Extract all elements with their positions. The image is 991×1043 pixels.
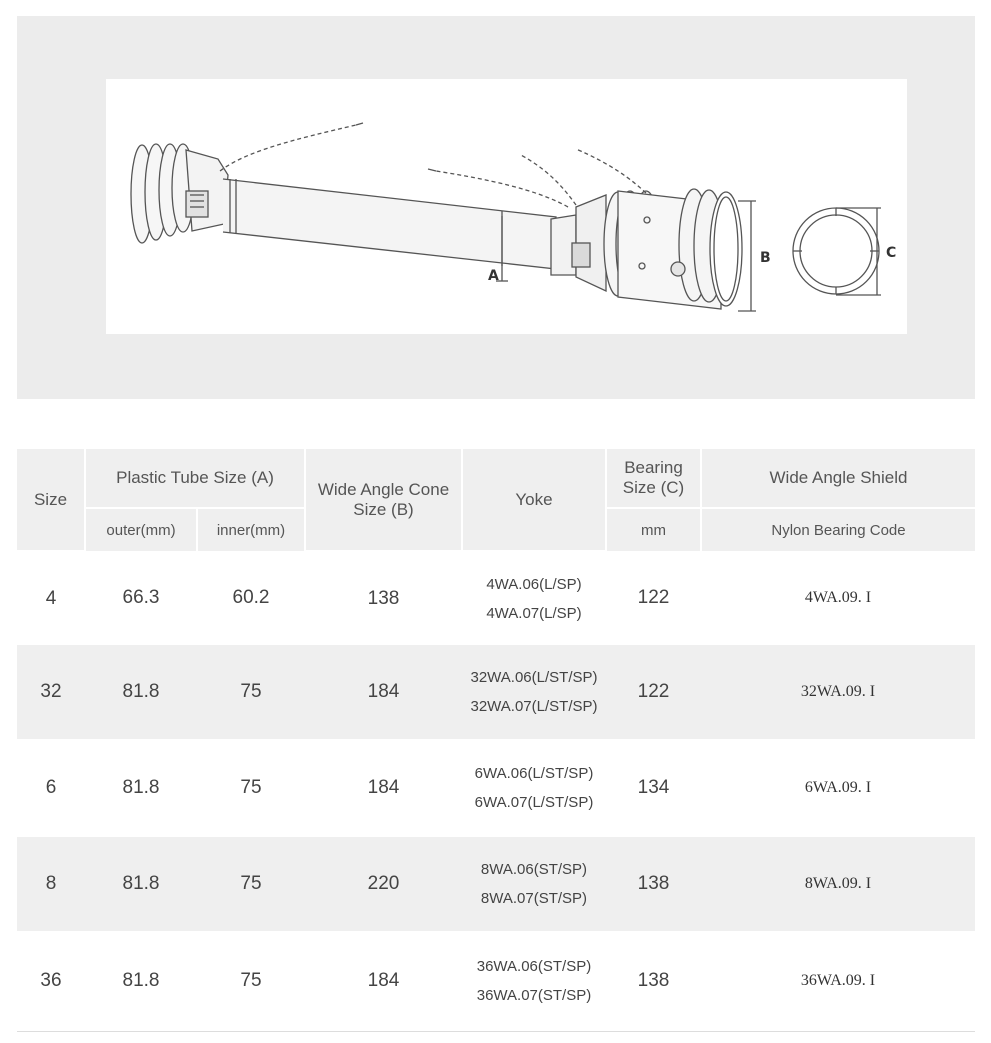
cell-code: 36WA.09. I bbox=[701, 931, 975, 1031]
table-row bbox=[17, 645, 975, 739]
label-a: A bbox=[488, 268, 499, 284]
right-wide-angle-cone bbox=[551, 189, 742, 309]
cell-cone: 184 bbox=[305, 739, 462, 837]
shaft-guard-drawing bbox=[106, 79, 907, 334]
bearing-ring bbox=[793, 208, 881, 295]
cell-yoke bbox=[462, 931, 606, 1031]
yoke-line: 8WA.06(ST/SP) bbox=[480, 861, 588, 878]
yoke-line: 4WA.06(L/SP) bbox=[486, 575, 582, 593]
cell-size: 8 bbox=[17, 837, 85, 931]
header-inner: inner(mm) bbox=[197, 508, 305, 551]
cell-cone: 220 bbox=[305, 837, 462, 931]
cell-size: 36 bbox=[17, 931, 85, 1031]
left-bellows-cone bbox=[131, 144, 228, 243]
spec-table bbox=[17, 449, 975, 1032]
cell-bearing: 122 bbox=[606, 551, 701, 645]
cell-code: 32WA.09. I bbox=[701, 645, 975, 739]
cell-code: 8WA.09. I bbox=[701, 837, 975, 931]
cell-inner: 75 bbox=[197, 645, 305, 739]
yoke-line: 32WA.07(L/ST/SP) bbox=[470, 698, 598, 715]
cell-cone: 138 bbox=[305, 551, 462, 645]
cell-code: 4WA.09. I bbox=[701, 551, 975, 645]
yoke-line: 6WA.07(L/ST/SP) bbox=[474, 794, 594, 811]
header-cone-size: Wide Angle Cone Size (B) bbox=[305, 449, 462, 551]
cell-cone: 184 bbox=[305, 645, 462, 739]
yoke-line: 6WA.06(L/ST/SP) bbox=[474, 765, 594, 782]
header-bearing-size: Bearing Size (C) bbox=[606, 449, 701, 508]
cell-bearing: 122 bbox=[606, 645, 701, 739]
cell-outer: 81.8 bbox=[85, 931, 197, 1031]
yoke-line: 4WA.07(L/SP) bbox=[486, 604, 582, 622]
header-bearing-unit: mm bbox=[606, 508, 701, 551]
diagram-panel bbox=[17, 16, 975, 399]
cell-size: 6 bbox=[17, 739, 85, 837]
cell-yoke bbox=[462, 645, 606, 739]
cell-size: 32 bbox=[17, 645, 85, 739]
table-row bbox=[17, 739, 975, 837]
yoke-line: 36WA.07(ST/SP) bbox=[476, 986, 592, 1004]
table-row bbox=[17, 837, 975, 931]
table-header-row bbox=[17, 449, 975, 508]
cell-inner: 75 bbox=[197, 931, 305, 1031]
cell-yoke bbox=[462, 551, 606, 645]
cell-yoke bbox=[462, 837, 606, 931]
cell-bearing: 138 bbox=[606, 837, 701, 931]
yoke-line: 8WA.07(ST/SP) bbox=[480, 890, 588, 907]
cell-yoke bbox=[462, 739, 606, 837]
cell-bearing: 134 bbox=[606, 739, 701, 837]
label-b: B bbox=[760, 250, 771, 266]
cell-inner: 75 bbox=[197, 837, 305, 931]
plastic-tube bbox=[223, 179, 556, 269]
header-shield: Wide Angle Shield bbox=[701, 449, 975, 508]
shaft-guard-diagram bbox=[106, 79, 907, 334]
label-c: C bbox=[886, 245, 897, 261]
header-yoke: Yoke bbox=[462, 449, 606, 551]
header-outer: outer(mm) bbox=[85, 508, 197, 551]
cell-outer: 81.8 bbox=[85, 645, 197, 739]
cell-cone: 184 bbox=[305, 931, 462, 1031]
yoke-line: 36WA.06(ST/SP) bbox=[476, 957, 592, 975]
table-row bbox=[17, 931, 975, 1031]
cell-outer: 81.8 bbox=[85, 739, 197, 837]
cell-bearing: 138 bbox=[606, 931, 701, 1031]
table-row bbox=[17, 551, 975, 645]
header-plastic-tube: Plastic Tube Size (A) bbox=[85, 449, 305, 508]
cell-code: 6WA.09. I bbox=[701, 739, 975, 837]
cell-inner: 75 bbox=[197, 739, 305, 837]
cell-inner: 60.2 bbox=[197, 551, 305, 645]
cell-outer: 81.8 bbox=[85, 837, 197, 931]
cell-outer: 66.3 bbox=[85, 551, 197, 645]
header-size: Size bbox=[17, 449, 85, 551]
yoke-line: 32WA.06(L/ST/SP) bbox=[470, 669, 598, 686]
cell-size: 4 bbox=[17, 551, 85, 645]
header-shield-sub: Nylon Bearing Code bbox=[701, 508, 975, 551]
